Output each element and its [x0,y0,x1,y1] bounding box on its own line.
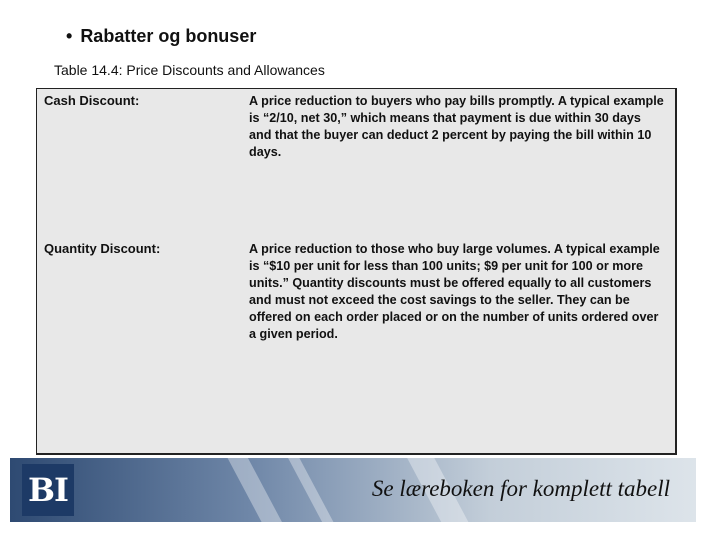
table-caption: Table 14.4: Price Discounts and Allowances [54,62,325,78]
term-cell: Cash Discount: [44,93,140,108]
term-cell: Quantity Discount: [44,241,161,256]
banner-decoration [218,458,300,522]
banner-decoration [278,458,353,522]
footer-banner [10,458,696,522]
slide-heading-text: Rabatter og bonuser [80,26,257,46]
bi-logo-text: BI [27,471,68,509]
slide-heading [66,26,256,47]
definition-cell: A price reduction to buyers who pay bills promptly. A typical example is “2/10, net 30,” which means that payment is due within 30 days and that the buyer can deduct 2 percent by paying the bill within 10 days. [249,94,664,159]
bi-logo [22,464,74,516]
banner-note: Se læreboken for komplett tabell [371,476,670,501]
definition-cell: A price reduction to those who buy large volumes. A typical example is “$10 per unit for less than 100 units; $9 per unit for 100 or more units.” Quantity discounts must be offered equally to all customers and must not exceed the cost savings to the seller. They can be offered on each order placed or on the number of units ordered over a given period. [249,242,660,341]
bullet-icon: • [66,26,73,46]
discounts-table [36,88,677,455]
